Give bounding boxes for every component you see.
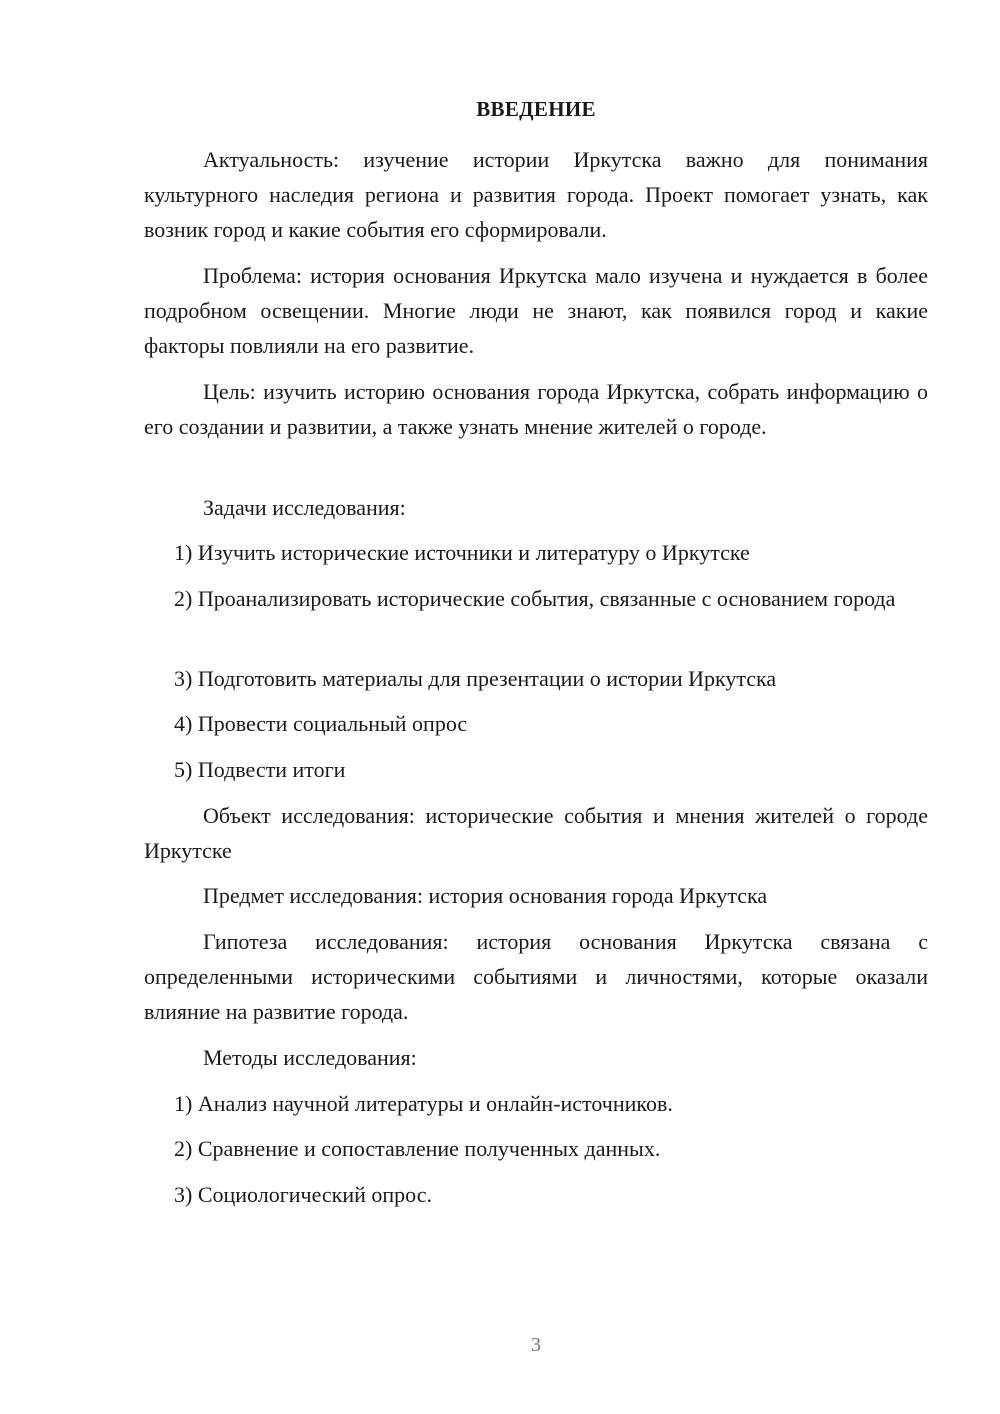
- tasks-heading: Задачи исследования:: [203, 495, 406, 520]
- method-item-3: 3) Социологический опрос.: [174, 1182, 432, 1207]
- task-item-2: 2) Проанализировать исторические события, связанные с основанием города: [174, 586, 896, 611]
- object-paragraph: Объект исследования: исторические события и мнения жителей о городе Иркутске: [144, 803, 928, 863]
- subject-paragraph: Предмет исследования: история основания города Иркутска: [203, 883, 768, 908]
- task-item-3: 3) Подготовить материалы для презентации о истории Иркутска: [174, 666, 777, 691]
- page-title: ВВЕДЕНИЕ: [476, 97, 596, 121]
- methods-heading: Методы исследования:: [203, 1045, 417, 1070]
- page-number: 3: [531, 1334, 541, 1356]
- task-item-4: 4) Провести социальный опрос: [174, 711, 468, 736]
- method-item-2: 2) Сравнение и сопоставление полученных данных.: [174, 1136, 661, 1161]
- method-item-1: 1) Анализ научной литературы и онлайн-источников.: [174, 1091, 673, 1116]
- problem-paragraph: Проблема: история основания Иркутска мало изучена и нуждается в более подробном освещении. Многие люди не знают, как появился город и какие факторы повлияли на его развитие.: [144, 263, 928, 358]
- task-item-1: 1) Изучить исторические источники и литературу о Иркутске: [174, 540, 750, 565]
- relevance-paragraph: Актуальность: изучение истории Иркутска важно для понимания культурного наследия региона и развития города. Проект помогает узнать, как возник город и какие события его сформировали.: [144, 147, 928, 242]
- hypothesis-paragraph: Гипотеза исследования: история основания Иркутска связана с определенными историческими событиями и личностями, которые оказали влияние на развитие города.: [144, 929, 928, 1024]
- task-item-5: 5) Подвести итоги: [174, 757, 346, 782]
- goal-paragraph: Цель: изучить историю основания города Иркутска, собрать информацию о его создании и развитии, а также узнать мнение жителей о городе.: [144, 379, 928, 439]
